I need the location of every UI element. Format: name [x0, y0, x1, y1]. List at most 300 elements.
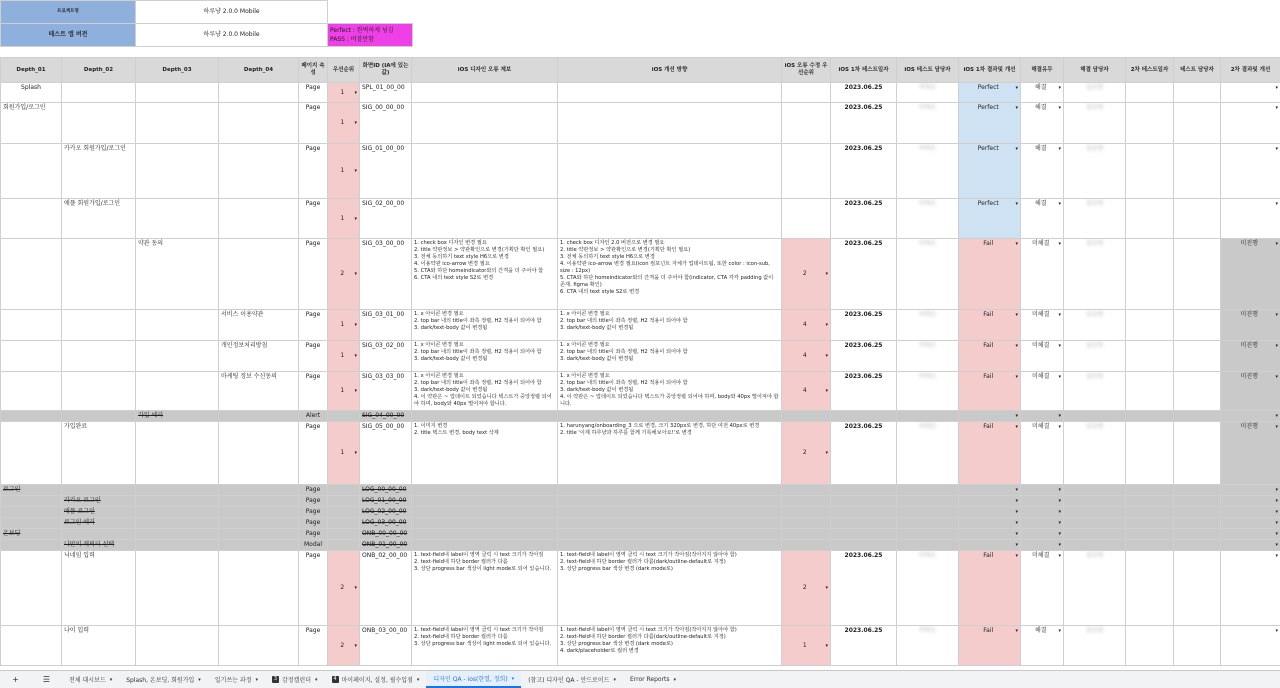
dropdown-icon[interactable]: ▾: [1015, 541, 1018, 549]
cell-resolved[interactable]: [1021, 551, 1064, 626]
cell-fix[interactable]: [558, 310, 782, 341]
dropdown-icon[interactable]: ▾: [1275, 519, 1278, 527]
cell-err[interactable]: [412, 518, 558, 529]
cell-res2[interactable]: [1221, 341, 1280, 372]
cell-d2[interactable]: [62, 422, 136, 485]
column-header[interactable]: 우선순위: [328, 58, 360, 83]
cell-d4[interactable]: [219, 626, 299, 666]
cell-owner[interactable]: [1064, 144, 1126, 199]
dropdown-icon[interactable]: ▾: [1058, 497, 1061, 505]
cell-d3[interactable]: [136, 310, 219, 341]
cell-date2[interactable]: [1126, 540, 1174, 551]
cell-date2[interactable]: [1126, 507, 1174, 518]
column-header[interactable]: 해결 담당자: [1064, 58, 1126, 83]
cell-tester2[interactable]: [1174, 199, 1221, 239]
cell-attr[interactable]: [299, 341, 328, 372]
cell-d4[interactable]: [219, 518, 299, 529]
cell-d4[interactable]: [219, 83, 299, 103]
chevron-down-icon[interactable]: ▾: [613, 677, 616, 683]
cell-d1[interactable]: [1, 103, 62, 144]
dropdown-icon[interactable]: ▾: [1275, 240, 1278, 248]
cell-fix[interactable]: [558, 103, 782, 144]
add-sheet-button[interactable]: [0, 671, 31, 688]
cell-fprio[interactable]: [782, 372, 831, 411]
dropdown-icon[interactable]: ▾: [1015, 519, 1018, 527]
cell-res[interactable]: [959, 422, 1021, 485]
cell-tester2[interactable]: [1174, 83, 1221, 103]
cell-owner[interactable]: [1064, 411, 1126, 422]
cell-d3[interactable]: [136, 341, 219, 372]
cell-date[interactable]: [831, 199, 897, 239]
cell-d3[interactable]: [136, 144, 219, 199]
cell-attr[interactable]: [299, 199, 328, 239]
cell-d4[interactable]: [219, 540, 299, 551]
project-label[interactable]: 프로젝트명: [1, 1, 136, 24]
cell-owner[interactable]: [1064, 310, 1126, 341]
cell-prio[interactable]: [328, 341, 360, 372]
cell-tester2[interactable]: [1174, 411, 1221, 422]
cell-date2[interactable]: [1126, 239, 1174, 310]
cell-owner[interactable]: [1064, 239, 1126, 310]
chevron-down-icon[interactable]: ▾: [512, 676, 515, 682]
dropdown-icon[interactable]: ▾: [1015, 497, 1018, 505]
cell-tester2[interactable]: [1174, 341, 1221, 372]
sheet-tab[interactable]: [62, 671, 119, 688]
dropdown-icon[interactable]: ▾: [1058, 541, 1061, 549]
cell-sid[interactable]: [360, 411, 412, 422]
cell-fix[interactable]: [558, 372, 782, 411]
dropdown-icon[interactable]: ▾: [354, 119, 357, 127]
cell-res[interactable]: [959, 239, 1021, 310]
dropdown-icon[interactable]: ▾: [825, 584, 828, 592]
cell-d4[interactable]: [219, 144, 299, 199]
cell-d1[interactable]: [1, 422, 62, 485]
column-header[interactable]: Depth_03: [136, 58, 219, 83]
cell-date[interactable]: [831, 529, 897, 540]
cell-tester2[interactable]: [1174, 144, 1221, 199]
dropdown-icon[interactable]: ▾: [1058, 519, 1061, 527]
cell-fix[interactable]: [558, 83, 782, 103]
cell-sid[interactable]: [360, 372, 412, 411]
cell-tester[interactable]: [897, 540, 959, 551]
cell-fix[interactable]: [558, 626, 782, 666]
dropdown-icon[interactable]: ▾: [1275, 486, 1278, 494]
cell-tester2[interactable]: [1174, 422, 1221, 485]
column-header[interactable]: iOS 개선 방향: [558, 58, 782, 83]
dropdown-icon[interactable]: ▾: [1015, 104, 1018, 112]
cell-sid[interactable]: [360, 310, 412, 341]
cell-prio[interactable]: [328, 485, 360, 496]
cell-tester[interactable]: [897, 422, 959, 485]
cell-sid[interactable]: [360, 341, 412, 372]
dropdown-icon[interactable]: ▾: [354, 215, 357, 223]
cell-d2[interactable]: [62, 485, 136, 496]
cell-res[interactable]: [959, 372, 1021, 411]
cell-d3[interactable]: [136, 518, 219, 529]
cell-d2[interactable]: [62, 372, 136, 411]
cell-d1[interactable]: [1, 239, 62, 310]
cell-res[interactable]: [959, 551, 1021, 626]
cell-fix[interactable]: [558, 411, 782, 422]
cell-attr[interactable]: [299, 485, 328, 496]
cell-tester2[interactable]: [1174, 551, 1221, 626]
cell-tester2[interactable]: [1174, 518, 1221, 529]
cell-attr[interactable]: [299, 422, 328, 485]
cell-fprio[interactable]: [782, 518, 831, 529]
cell-date2[interactable]: [1126, 372, 1174, 411]
cell-tester2[interactable]: [1174, 529, 1221, 540]
cell-d3[interactable]: [136, 507, 219, 518]
cell-sid[interactable]: [360, 83, 412, 103]
dropdown-icon[interactable]: ▾: [354, 449, 357, 457]
cell-date[interactable]: [831, 239, 897, 310]
dropdown-icon[interactable]: ▾: [1015, 412, 1018, 420]
cell-d2[interactable]: [62, 199, 136, 239]
cell-res2[interactable]: [1221, 310, 1280, 341]
cell-owner[interactable]: [1064, 372, 1126, 411]
cell-d3[interactable]: [136, 411, 219, 422]
cell-date2[interactable]: [1126, 103, 1174, 144]
cell-d3[interactable]: [136, 496, 219, 507]
dropdown-icon[interactable]: ▾: [825, 387, 828, 395]
cell-res2[interactable]: [1221, 540, 1280, 551]
cell-d4[interactable]: [219, 507, 299, 518]
cell-d3[interactable]: [136, 239, 219, 310]
sheet-tab[interactable]: [119, 671, 208, 688]
cell-d1[interactable]: [1, 144, 62, 199]
cell-tester2[interactable]: [1174, 540, 1221, 551]
cell-d3[interactable]: [136, 83, 219, 103]
cell-resolved[interactable]: [1021, 199, 1064, 239]
dropdown-icon[interactable]: ▾: [1058, 373, 1061, 381]
dropdown-icon[interactable]: ▾: [1275, 342, 1278, 350]
cell-sid[interactable]: [360, 422, 412, 485]
cell-err[interactable]: [412, 422, 558, 485]
cell-fprio[interactable]: [782, 239, 831, 310]
cell-resolved[interactable]: [1021, 496, 1064, 507]
cell-tester[interactable]: [897, 103, 959, 144]
cell-tester[interactable]: [897, 485, 959, 496]
cell-prio[interactable]: [328, 422, 360, 485]
cell-d2[interactable]: [62, 103, 136, 144]
cell-d2[interactable]: [62, 551, 136, 626]
cell-prio[interactable]: [328, 507, 360, 518]
cell-tester[interactable]: [897, 626, 959, 666]
cell-owner[interactable]: [1064, 83, 1126, 103]
cell-owner[interactable]: [1064, 551, 1126, 626]
cell-d2[interactable]: [62, 411, 136, 422]
dropdown-icon[interactable]: ▾: [1275, 412, 1278, 420]
cell-attr[interactable]: [299, 411, 328, 422]
cell-attr[interactable]: [299, 626, 328, 666]
cell-res2[interactable]: [1221, 626, 1280, 666]
cell-tester[interactable]: [897, 518, 959, 529]
dropdown-icon[interactable]: ▾: [1275, 145, 1278, 153]
dropdown-icon[interactable]: ▾: [1058, 84, 1061, 92]
cell-res2[interactable]: [1221, 422, 1280, 485]
cell-date2[interactable]: [1126, 341, 1174, 372]
dropdown-icon[interactable]: ▾: [354, 270, 357, 278]
cell-date[interactable]: [831, 496, 897, 507]
cell-date2[interactable]: [1126, 485, 1174, 496]
cell-res[interactable]: [959, 310, 1021, 341]
dropdown-icon[interactable]: ▾: [825, 352, 828, 360]
cell-date[interactable]: [831, 507, 897, 518]
cell-date[interactable]: [831, 103, 897, 144]
cell-tester[interactable]: [897, 372, 959, 411]
cell-res[interactable]: [959, 341, 1021, 372]
dropdown-icon[interactable]: ▾: [1058, 552, 1061, 560]
cell-fix[interactable]: [558, 551, 782, 626]
cell-date[interactable]: [831, 411, 897, 422]
dropdown-icon[interactable]: ▾: [354, 642, 357, 650]
dropdown-icon[interactable]: ▾: [1058, 311, 1061, 319]
cell-d1[interactable]: [1, 518, 62, 529]
cell-d3[interactable]: [136, 551, 219, 626]
cell-fprio[interactable]: [782, 529, 831, 540]
cell-fprio[interactable]: [782, 496, 831, 507]
cell-prio[interactable]: [328, 551, 360, 626]
cell-tester2[interactable]: [1174, 372, 1221, 411]
cell-res2[interactable]: [1221, 529, 1280, 540]
cell-res2[interactable]: [1221, 83, 1280, 103]
cell-d1[interactable]: [1, 507, 62, 518]
cell-fix[interactable]: [558, 518, 782, 529]
dropdown-icon[interactable]: ▾: [1275, 541, 1278, 549]
cell-d2[interactable]: [62, 310, 136, 341]
cell-res2[interactable]: [1221, 496, 1280, 507]
dropdown-icon[interactable]: ▾: [825, 321, 828, 329]
cell-prio[interactable]: [328, 239, 360, 310]
cell-tester2[interactable]: [1174, 103, 1221, 144]
cell-attr[interactable]: [299, 551, 328, 626]
cell-tester2[interactable]: [1174, 239, 1221, 310]
cell-err[interactable]: [412, 372, 558, 411]
dropdown-icon[interactable]: ▾: [1015, 552, 1018, 560]
cell-sid[interactable]: [360, 540, 412, 551]
cell-d2[interactable]: [62, 507, 136, 518]
cell-res2[interactable]: [1221, 103, 1280, 144]
cell-d2[interactable]: [62, 529, 136, 540]
cell-tester[interactable]: [897, 496, 959, 507]
dropdown-icon[interactable]: ▾: [1275, 497, 1278, 505]
cell-sid[interactable]: [360, 485, 412, 496]
cell-tester[interactable]: [897, 507, 959, 518]
cell-sid[interactable]: [360, 551, 412, 626]
cell-prio[interactable]: [328, 199, 360, 239]
cell-fix[interactable]: [558, 496, 782, 507]
cell-prio[interactable]: [328, 144, 360, 199]
cell-res[interactable]: [959, 529, 1021, 540]
cell-err[interactable]: [412, 540, 558, 551]
cell-d3[interactable]: [136, 626, 219, 666]
cell-date[interactable]: [831, 341, 897, 372]
cell-owner[interactable]: [1064, 341, 1126, 372]
column-header[interactable]: Depth_01: [1, 58, 62, 83]
test-version-value[interactable]: 하루냥 2.0.0 Mobile: [136, 24, 328, 47]
cell-fprio[interactable]: [782, 103, 831, 144]
cell-date[interactable]: [831, 310, 897, 341]
dropdown-icon[interactable]: ▾: [1015, 200, 1018, 208]
cell-prio[interactable]: [328, 496, 360, 507]
legend-cell[interactable]: [328, 24, 413, 47]
dropdown-icon[interactable]: ▾: [1015, 311, 1018, 319]
chevron-down-icon[interactable]: ▾: [674, 677, 677, 683]
cell-d2[interactable]: [62, 144, 136, 199]
cell-err[interactable]: [412, 341, 558, 372]
dropdown-icon[interactable]: ▾: [1015, 240, 1018, 248]
dropdown-icon[interactable]: ▾: [1275, 84, 1278, 92]
cell-d1[interactable]: [1, 199, 62, 239]
dropdown-icon[interactable]: ▾: [1015, 145, 1018, 153]
cell-owner[interactable]: [1064, 103, 1126, 144]
dropdown-icon[interactable]: ▾: [1058, 627, 1061, 635]
cell-d1[interactable]: [1, 529, 62, 540]
cell-owner[interactable]: [1064, 626, 1126, 666]
dropdown-icon[interactable]: ▾: [1275, 627, 1278, 635]
cell-d2[interactable]: [62, 83, 136, 103]
cell-d1[interactable]: [1, 341, 62, 372]
test-version-label[interactable]: 테스트 앱 버전: [1, 24, 136, 47]
cell-res2[interactable]: [1221, 411, 1280, 422]
cell-d4[interactable]: [219, 310, 299, 341]
cell-sid[interactable]: [360, 144, 412, 199]
dropdown-icon[interactable]: ▾: [1058, 423, 1061, 431]
dropdown-icon[interactable]: ▾: [354, 89, 357, 97]
cell-d2[interactable]: [62, 626, 136, 666]
dropdown-icon[interactable]: ▾: [1275, 104, 1278, 112]
dropdown-icon[interactable]: ▾: [1275, 530, 1278, 538]
cell-d2[interactable]: [62, 341, 136, 372]
cell-res[interactable]: [959, 144, 1021, 199]
cell-d4[interactable]: [219, 103, 299, 144]
cell-fprio[interactable]: [782, 199, 831, 239]
cell-d1[interactable]: [1, 540, 62, 551]
cell-err[interactable]: [412, 507, 558, 518]
cell-d3[interactable]: [136, 540, 219, 551]
cell-prio[interactable]: [328, 372, 360, 411]
cell-attr[interactable]: [299, 144, 328, 199]
column-header[interactable]: Depth_04: [219, 58, 299, 83]
cell-fprio[interactable]: [782, 422, 831, 485]
cell-owner[interactable]: [1064, 422, 1126, 485]
all-sheets-menu-button[interactable]: [31, 671, 62, 688]
cell-d1[interactable]: [1, 372, 62, 411]
cell-d4[interactable]: [219, 529, 299, 540]
cell-owner[interactable]: [1064, 529, 1126, 540]
cell-err[interactable]: [412, 496, 558, 507]
cell-prio[interactable]: [328, 103, 360, 144]
cell-tester[interactable]: [897, 411, 959, 422]
cell-attr[interactable]: [299, 239, 328, 310]
dropdown-icon[interactable]: ▾: [1015, 342, 1018, 350]
project-value[interactable]: 하루냥 2.0.0 Mobile: [136, 1, 328, 24]
cell-fix[interactable]: [558, 199, 782, 239]
cell-resolved[interactable]: [1021, 518, 1064, 529]
cell-d4[interactable]: [219, 551, 299, 626]
dropdown-icon[interactable]: ▾: [825, 642, 828, 650]
cell-resolved[interactable]: [1021, 422, 1064, 485]
dropdown-icon[interactable]: ▾: [1275, 373, 1278, 381]
cell-err[interactable]: [412, 103, 558, 144]
chevron-down-icon[interactable]: ▾: [315, 677, 318, 683]
cell-tester[interactable]: [897, 83, 959, 103]
cell-date[interactable]: [831, 83, 897, 103]
cell-err[interactable]: [412, 310, 558, 341]
cell-res[interactable]: [959, 540, 1021, 551]
cell-fix[interactable]: [558, 485, 782, 496]
column-header[interactable]: iOS 디자인 오류 제보: [412, 58, 558, 83]
cell-sid[interactable]: [360, 507, 412, 518]
dropdown-icon[interactable]: ▾: [1015, 508, 1018, 516]
cell-res2[interactable]: [1221, 199, 1280, 239]
cell-d1[interactable]: [1, 83, 62, 103]
column-header[interactable]: 화면ID (IA에 있는 값): [360, 58, 412, 83]
cell-resolved[interactable]: [1021, 239, 1064, 310]
cell-d3[interactable]: [136, 529, 219, 540]
dropdown-icon[interactable]: ▾: [1275, 508, 1278, 516]
cell-res2[interactable]: [1221, 239, 1280, 310]
cell-fprio[interactable]: [782, 540, 831, 551]
cell-tester[interactable]: [897, 199, 959, 239]
cell-fprio[interactable]: [782, 626, 831, 666]
cell-date[interactable]: [831, 626, 897, 666]
cell-res[interactable]: [959, 507, 1021, 518]
cell-attr[interactable]: [299, 529, 328, 540]
cell-tester2[interactable]: [1174, 626, 1221, 666]
sheet-tab[interactable]: [426, 671, 521, 688]
cell-d2[interactable]: [62, 496, 136, 507]
cell-fprio[interactable]: [782, 411, 831, 422]
column-header[interactable]: iOS 오류 수정 우선순위: [782, 58, 831, 83]
dropdown-icon[interactable]: ▾: [354, 352, 357, 360]
cell-fprio[interactable]: [782, 144, 831, 199]
cell-fix[interactable]: [558, 422, 782, 485]
cell-sid[interactable]: [360, 626, 412, 666]
cell-err[interactable]: [412, 411, 558, 422]
cell-tester[interactable]: [897, 239, 959, 310]
cell-owner[interactable]: [1064, 540, 1126, 551]
cell-tester[interactable]: [897, 551, 959, 626]
cell-date[interactable]: [831, 485, 897, 496]
cell-date[interactable]: [831, 372, 897, 411]
cell-sid[interactable]: [360, 103, 412, 144]
dropdown-icon[interactable]: ▾: [1058, 530, 1061, 538]
cell-res2[interactable]: [1221, 507, 1280, 518]
cell-resolved[interactable]: [1021, 103, 1064, 144]
dropdown-icon[interactable]: ▾: [354, 584, 357, 592]
cell-date[interactable]: [831, 540, 897, 551]
cell-res2[interactable]: [1221, 372, 1280, 411]
cell-date[interactable]: [831, 422, 897, 485]
cell-prio[interactable]: [328, 529, 360, 540]
cell-d1[interactable]: [1, 626, 62, 666]
cell-err[interactable]: [412, 239, 558, 310]
dropdown-icon[interactable]: ▾: [825, 270, 828, 278]
cell-sid[interactable]: [360, 529, 412, 540]
dropdown-icon[interactable]: ▾: [1275, 311, 1278, 319]
cell-fprio[interactable]: [782, 341, 831, 372]
cell-owner[interactable]: [1064, 518, 1126, 529]
column-header[interactable]: iOS 1차 테스트일자: [831, 58, 897, 83]
sheet-tab[interactable]: [623, 671, 683, 688]
cell-fprio[interactable]: [782, 485, 831, 496]
cell-prio[interactable]: [328, 310, 360, 341]
dropdown-icon[interactable]: ▾: [1058, 200, 1061, 208]
chevron-down-icon[interactable]: ▾: [110, 677, 113, 683]
cell-date2[interactable]: [1126, 551, 1174, 626]
cell-resolved[interactable]: [1021, 411, 1064, 422]
